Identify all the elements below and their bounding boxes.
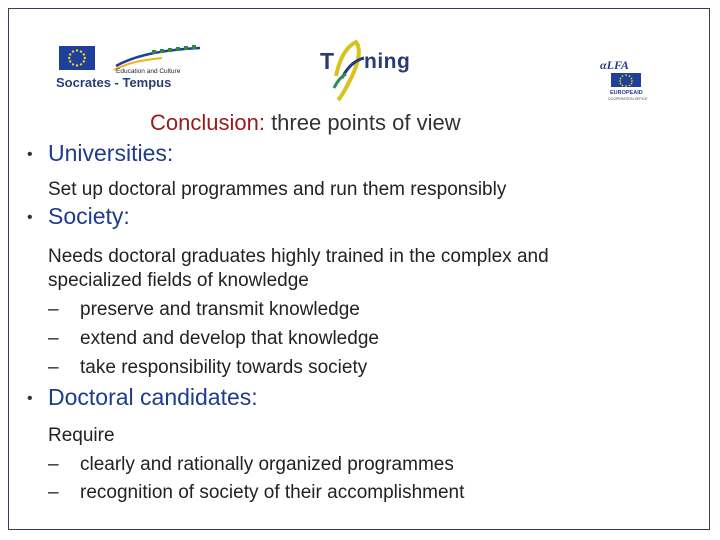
dash-icon: – bbox=[48, 482, 59, 503]
europeaid-caption: EUROPEAID bbox=[610, 90, 643, 96]
alfa-europeaid-logo bbox=[600, 60, 660, 110]
dash-icon: – bbox=[48, 357, 59, 378]
sub-item: – clearly and rationally organized programmes bbox=[48, 450, 454, 479]
alfa-wordmark: αLFA bbox=[600, 58, 629, 72]
sub-item: – take responsibility towards society bbox=[48, 353, 367, 382]
europeaid-subcaption: COOPERATION OFFICE bbox=[608, 97, 648, 101]
dash-icon: – bbox=[48, 454, 59, 475]
slide-title bbox=[150, 110, 461, 136]
section-text: specialized fields of knowledge bbox=[48, 270, 309, 291]
section-text: Needs doctoral graduates highly trained in the complex and bbox=[48, 246, 549, 267]
section-heading: Doctoral candidates: bbox=[48, 384, 258, 410]
tuning-wordmark: ning bbox=[364, 50, 411, 73]
sub-item: – recognition of society of their accomplishment bbox=[48, 478, 464, 507]
education-culture-caption: Education and Culture bbox=[116, 68, 181, 75]
dash-icon: – bbox=[48, 299, 59, 320]
title-emphasis: Conclusion: bbox=[150, 110, 265, 135]
section-text: Set up doctoral programmes and run them responsibly bbox=[48, 179, 507, 200]
socrates-tempus-label: Socrates - Tempus bbox=[56, 75, 172, 90]
bullet-icon: • bbox=[27, 146, 33, 163]
section-text: Require bbox=[48, 425, 115, 446]
eu-flag-icon bbox=[59, 46, 95, 70]
section-heading: Society: bbox=[48, 203, 130, 229]
socrates-tempus-logo bbox=[56, 44, 206, 96]
bullet-icon: • bbox=[27, 209, 33, 226]
bullet-icon: • bbox=[27, 390, 33, 407]
section-heading: Universities: bbox=[48, 140, 174, 166]
sub-item: – extend and develop that knowledge bbox=[48, 324, 379, 353]
sub-item: – preserve and transmit knowledge bbox=[48, 295, 360, 324]
svg-text:T: T bbox=[320, 48, 335, 74]
title-rest: three points of view bbox=[264, 110, 461, 135]
dash-icon: – bbox=[48, 328, 59, 349]
tuning-logo bbox=[318, 36, 428, 102]
